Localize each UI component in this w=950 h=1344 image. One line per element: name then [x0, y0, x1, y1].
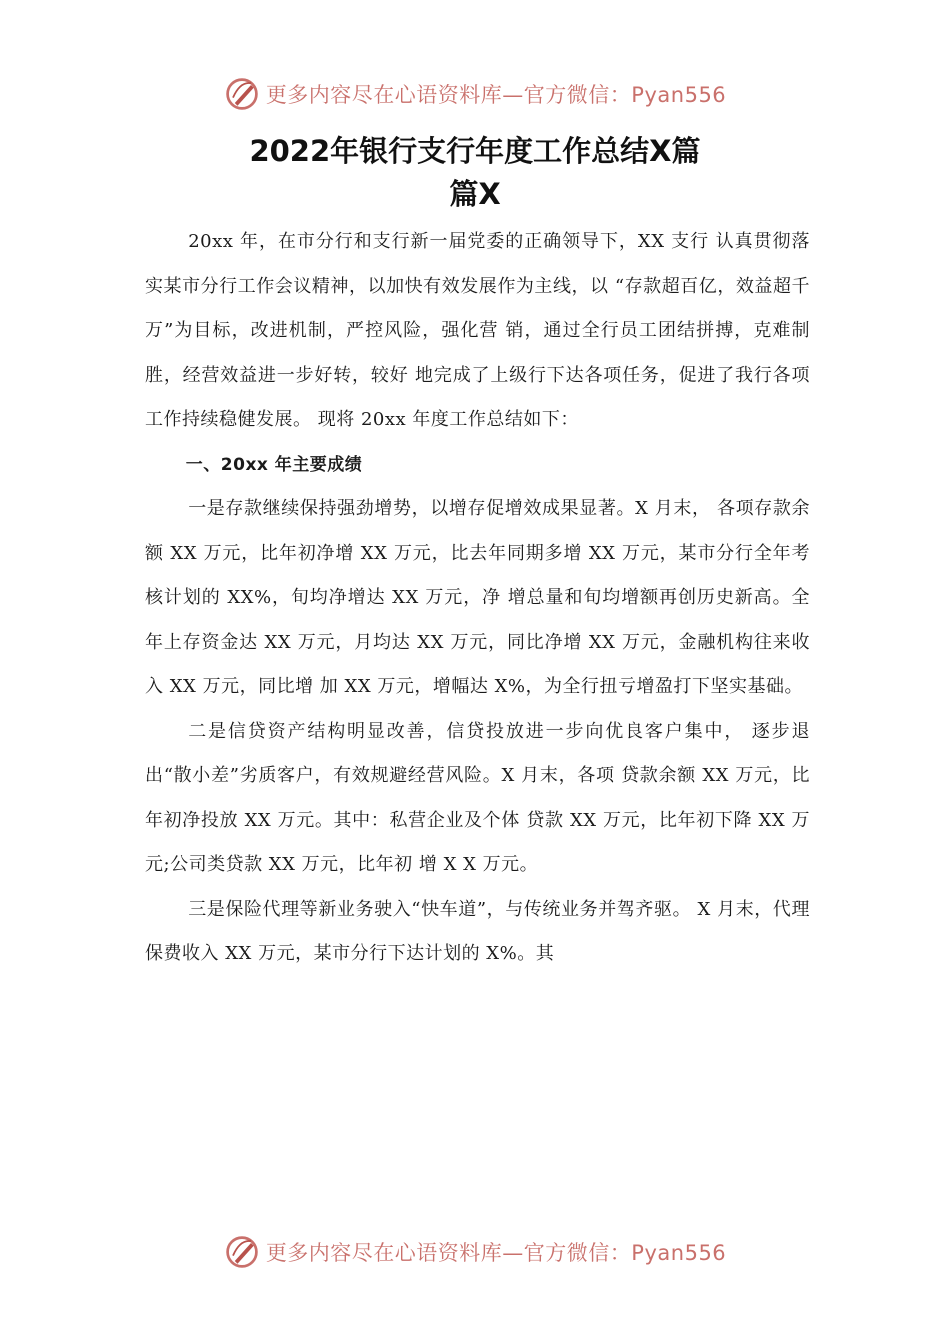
paragraph-credit: 二是信贷资产结构明显改善，信贷投放进一步向优良客户集中， 逐步退出“散小差”劣质客户，有效规避经营风险。X 月末，各项 贷款余额 XX 万元，比年初净投放 XX 万元。其中：私营企业及个体 贷款 XX 万元，比年初下降 XX 万元;公司类贷款 XX 万元，比年初 增 X X 万元。 — [145, 720, 810, 875]
document-title: 2022年银行支行年度工作总结X篇 — [249, 134, 701, 168]
pen-logo-icon — [224, 76, 260, 112]
paragraph-intro: 20xx 年，在市分行和支行新一届党委的正确领导下，XX 支行 认真贯彻落实某市分行工作会议精神，以加快有效发展作为主线，以 “存款超百亿，效益超千万”为目标，改进机制，严控风险，强化营 销，通过全行员工团结拼搏，克难制胜，经营效益进一步好转，较好 地完成了上级行下达各项任务，促进了我行各项工作持续稳健发展。 现将 20xx 年度工作总结如下： — [145, 231, 810, 430]
watermark-footer — [0, 1230, 950, 1274]
document-body — [145, 220, 810, 977]
document-subtitle: 篇X — [449, 177, 501, 211]
watermark-text: 更多内容尽在心语资料库—官方微信：Pyan556 — [265, 83, 727, 107]
watermark-text: 更多内容尽在心语资料库—官方微信：Pyan556 — [265, 1241, 727, 1265]
pen-logo-icon — [224, 1234, 260, 1270]
watermark-header — [0, 72, 950, 116]
paragraph-deposits: 一是存款继续保持强劲增势，以增存促增效成果显著。X 月末， 各项存款余额 XX 万元，比年初净增 XX 万元，比去年同期多增 XX 万元，某市分行全年考核计划的 XX%，旬均净增达 XX 万元，净 增总量和旬均增额再创历史新高。全年上存资金达 XX 万元，月均达 XX 万元，同比净增 XX 万元，金融机构往来收入 XX 万元，同比增 加 XX 万元，增幅达 X%，为全行扭亏增盈打下坚实基础。 — [145, 498, 810, 697]
section-heading: 一、20xx 年主要成绩 — [185, 454, 363, 475]
paragraph-insurance: 三是保险代理等新业务驶入“快车道”，与传统业务并驾齐驱。 X 月末，代理保费收入 XX 万元，某市分行下达计划的 X%。其 — [145, 898, 810, 964]
